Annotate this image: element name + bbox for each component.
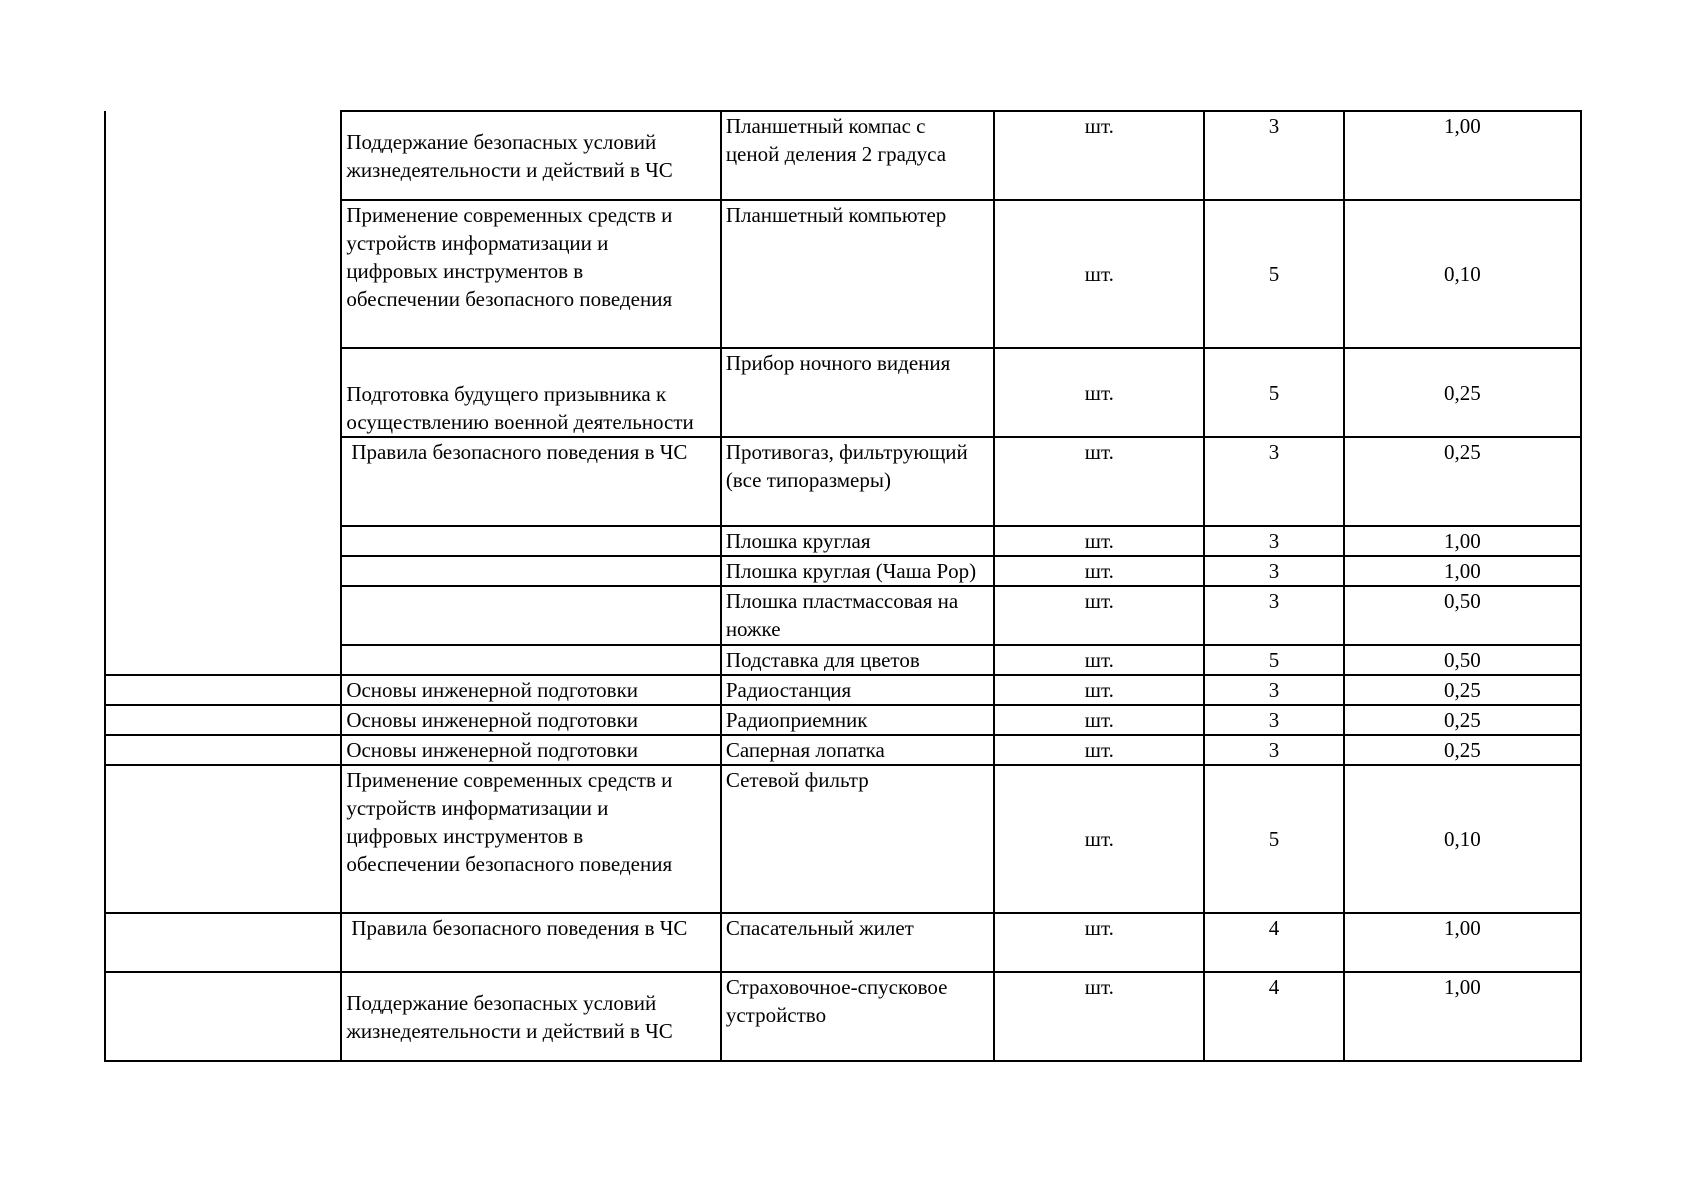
qty-cell: 3 [1204, 735, 1343, 765]
item-cell: Плошка круглая (Чаша Pop) [721, 556, 994, 586]
coef-cell: 1,00 [1344, 111, 1581, 200]
qty-cell: 4 [1204, 913, 1343, 972]
coef-cell: 0,25 [1344, 735, 1581, 765]
qty-cell: 5 [1204, 765, 1343, 913]
item-cell: Противогаз, фильтрующий (все типоразмеры) [721, 437, 994, 526]
qty-cell: 3 [1204, 556, 1343, 586]
section-cell [341, 645, 721, 675]
qty-cell: 5 [1204, 645, 1343, 675]
qty-cell: 5 [1204, 348, 1343, 437]
coef-cell: 1,00 [1344, 913, 1581, 972]
coef-cell: 0,50 [1344, 645, 1581, 675]
unit-cell: шт. [994, 645, 1204, 675]
table-row [105, 735, 1581, 765]
category-cell [105, 735, 341, 765]
item-cell: Подставка для цветов [721, 645, 994, 675]
qty-cell: 3 [1204, 705, 1343, 735]
coef-cell: 0,25 [1344, 675, 1581, 705]
unit-cell: шт. [994, 556, 1204, 586]
unit-cell: шт. [994, 111, 1204, 200]
coef-cell: 0,25 [1344, 348, 1581, 437]
coef-cell: 0,25 [1344, 437, 1581, 526]
item-cell: Сетевой фильтр [721, 765, 994, 913]
coef-cell: 1,00 [1344, 526, 1581, 556]
item-cell: Планшетный компас с ценой деления 2 градуса [721, 111, 994, 200]
section-cell: Правила безопасного поведения в ЧС [341, 437, 721, 526]
coef-cell: 0,50 [1344, 586, 1581, 645]
section-cell: Подготовка будущего призывника к осуществлению военной деятельности [341, 348, 721, 437]
section-cell [341, 526, 721, 556]
item-cell: Радиоприемник [721, 705, 994, 735]
category-cell [105, 675, 341, 705]
coef-cell: 0,10 [1344, 765, 1581, 913]
item-cell: Прибор ночного видения [721, 348, 994, 437]
table-row [105, 111, 1581, 200]
section-cell: Поддержание безопасных условий жизнедеятельности и действий в ЧС [341, 972, 721, 1061]
item-cell: Плошка круглая [721, 526, 994, 556]
item-cell: Саперная лопатка [721, 735, 994, 765]
unit-cell: шт. [994, 765, 1204, 913]
table-row [105, 765, 1581, 913]
coef-cell: 1,00 [1344, 972, 1581, 1061]
coef-cell: 1,00 [1344, 556, 1581, 586]
item-cell: Планшетный компьютер [721, 200, 994, 348]
section-cell: Основы инженерной подготовки [341, 705, 721, 735]
coef-cell: 0,25 [1344, 705, 1581, 735]
qty-cell: 3 [1204, 437, 1343, 526]
unit-cell: шт. [994, 200, 1204, 348]
unit-cell: шт. [994, 348, 1204, 437]
category-cell [105, 765, 341, 913]
item-cell: Плошка пластмассовая на ножке [721, 586, 994, 645]
section-cell: Основы инженерной подготовки [341, 735, 721, 765]
unit-cell: шт. [994, 913, 1204, 972]
unit-cell: шт. [994, 437, 1204, 526]
unit-cell: шт. [994, 972, 1204, 1061]
section-cell: Правила безопасного поведения в ЧС [341, 913, 721, 972]
qty-cell: 5 [1204, 200, 1343, 348]
section-cell: Основы инженерной подготовки [341, 675, 721, 705]
unit-cell: шт. [994, 705, 1204, 735]
category-cell [105, 972, 341, 1061]
category-cell [105, 705, 341, 735]
unit-cell: шт. [994, 675, 1204, 705]
item-cell: Спасательный жилет [721, 913, 994, 972]
section-cell [341, 586, 721, 645]
qty-cell: 4 [1204, 972, 1343, 1061]
category-cell [105, 913, 341, 972]
table-row [105, 705, 1581, 735]
item-cell: Страховочное-спусковое устройство [721, 972, 994, 1061]
equipment-table [104, 110, 1582, 1062]
coef-cell: 0,10 [1344, 200, 1581, 348]
table-row [105, 675, 1581, 705]
qty-cell: 3 [1204, 111, 1343, 200]
qty-cell: 3 [1204, 675, 1343, 705]
unit-cell: шт. [994, 735, 1204, 765]
unit-cell: шт. [994, 586, 1204, 645]
item-cell: Радиостанция [721, 675, 994, 705]
section-cell [341, 556, 721, 586]
qty-cell: 3 [1204, 526, 1343, 556]
qty-cell: 3 [1204, 586, 1343, 645]
unit-cell: шт. [994, 526, 1204, 556]
section-cell: Поддержание безопасных условий жизнедеятельности и действий в ЧС [341, 111, 721, 200]
table-row [105, 972, 1581, 1061]
category-cell [105, 111, 341, 675]
section-cell: Применение современных средств и устройств информатизации и цифровых инструментов в обеспечении безопасного поведения [341, 765, 721, 913]
table-row [105, 913, 1581, 972]
section-cell: Применение современных средств и устройств информатизации и цифровых инструментов в обеспечении безопасного поведения [341, 200, 721, 348]
